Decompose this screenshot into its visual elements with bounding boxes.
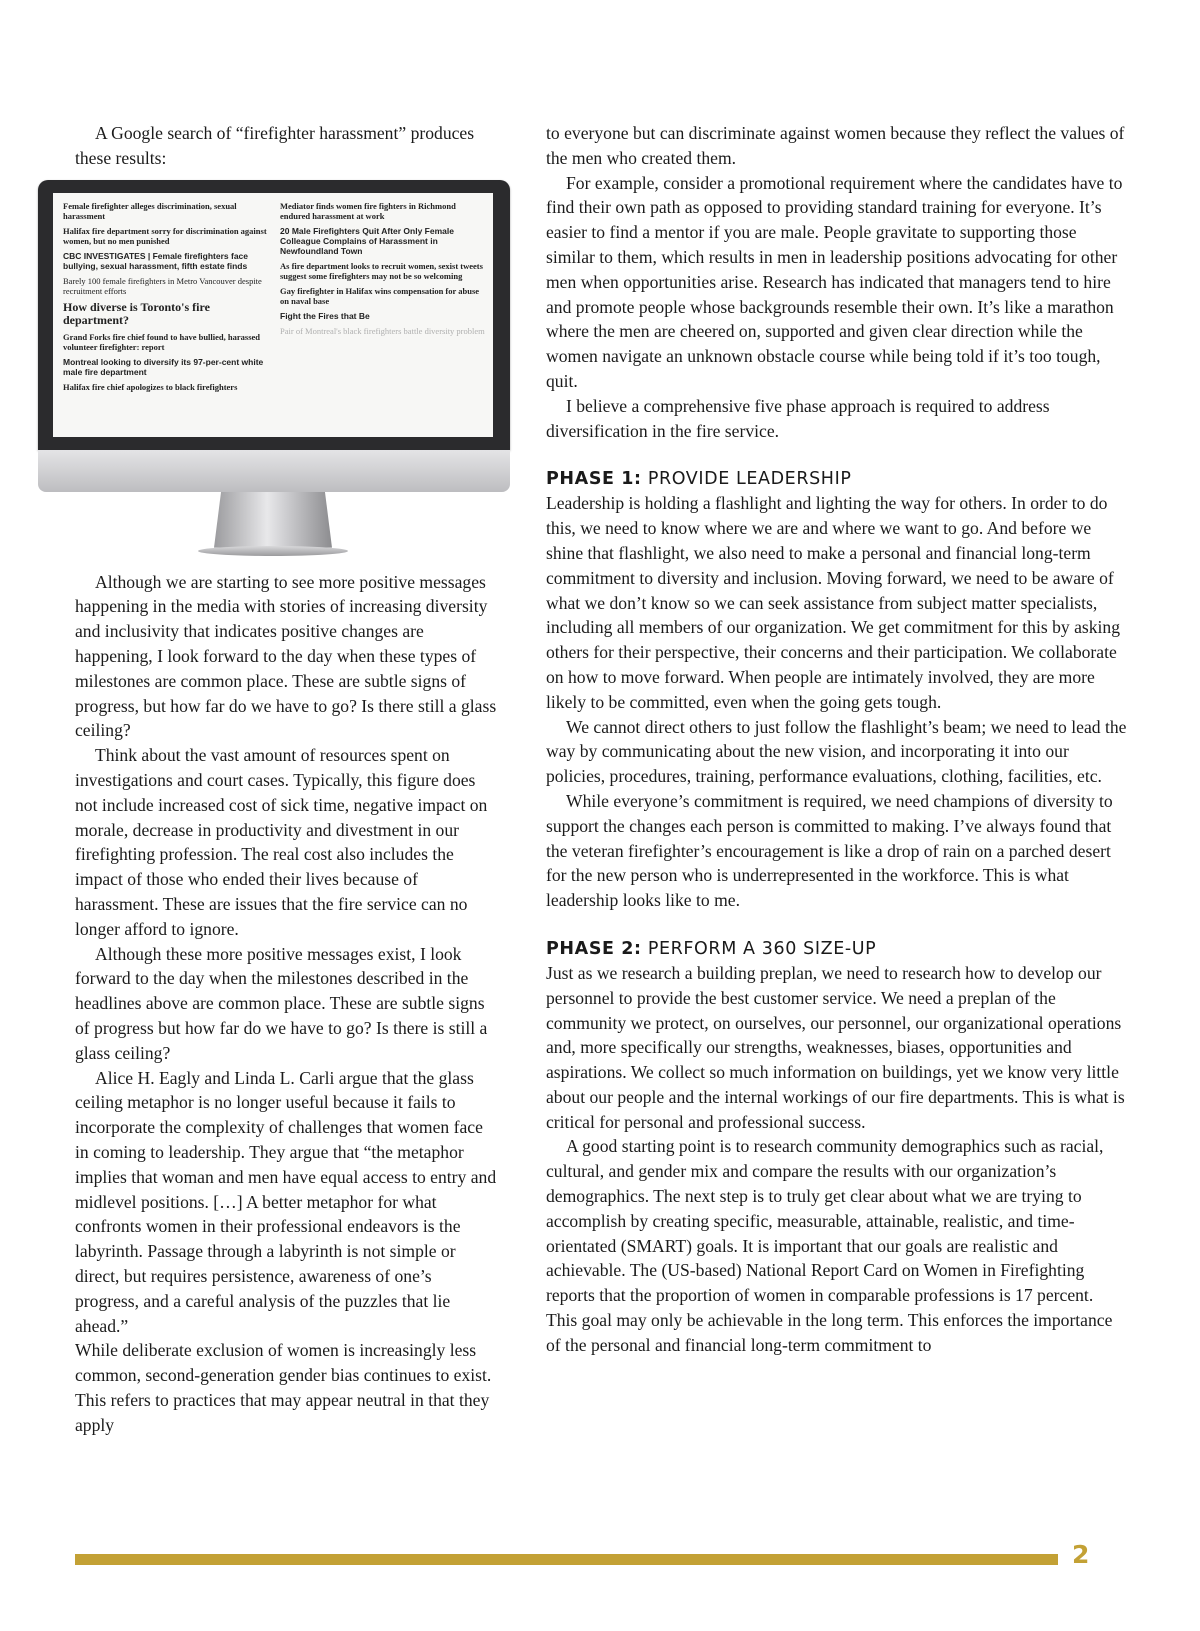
monitor-chin [38, 450, 510, 492]
body-paragraph: Think about the vast amount of resources spent on investigations and court cases. Typically, this figure does not include increased cost of sick time, negative impact on morale, decrease in productivity and divestment in our firefighting profession. The real cost also includes the impact of those who ended their lives because of harassment. These are issues that the fire service can no longer afford to ignore. [75, 745, 488, 939]
phase-label: PHASE 1: [546, 469, 642, 490]
body-paragraph: While everyone’s commitment is required, we need champions of diversity to support the changes each person is committed to making. I’ve always found that the veteran firefighter’s encouragement is like a drop of rain on a parched desert for the new person who is underrepresented in the workforce. This is what leadership looks like to me. [546, 790, 1113, 911]
body-paragraph: Alice H. Eagly and Linda L. Carli argue that the glass ceiling metaphor is no longer useful because it fails to incorporate the complexity of challenges that women face in coming to leadership. They argue that “the metaphor implies that woman and men have equal access to entry and midlevel positions. […] A better metaphor for what confronts women in their professional endeavors is the labyrinth. Passage through a labyrinth is not simple or direct, but requires persistence, awareness of one’s progress, and a careful analysis of the puzzles that lie ahead.” [75, 1067, 497, 1336]
headline-list-left [63, 201, 268, 397]
headline: Pair of Montreal's black firefighters battle diversity problem [280, 325, 485, 336]
headline: Montreal looking to diversify its 97-per-cent white male fire department [63, 356, 264, 377]
headline: Halifax fire chief apologizes to black firefighters [63, 381, 238, 392]
phase-label: PHASE 2: [546, 938, 642, 959]
headline: Female firefighter alleges discrimination, sexual harassment [63, 200, 237, 221]
body-paragraph: Just as we research a building preplan, we need to research how to develop our personnel to provide the best customer service. We need a preplan of the community we protect, on ourselves, our personnel, our organizational operations and, more specifically our strengths, weaknesses, biases, opportunities and aspirations. We collect so much information on buildings, yet we know very little about our people and the internal workings of our fire departments. This is what is critical for personal and professional success. [546, 962, 1125, 1132]
headline: Barely 100 female firefighters in Metro Vancouver despite recruitment efforts [63, 275, 262, 296]
headline: Mediator finds women fire fighters in Richmond endured harassment at work [280, 200, 456, 221]
left-column [63, 121, 500, 1437]
headline: As fire department looks to recruit women, sexist tweets suggest some firefighters may not be so welcoming [280, 260, 483, 281]
phase-1-heading [546, 467, 1128, 491]
headline: CBC INVESTIGATES | Female firefighters face bullying, sexual harassment, fifth estate finds [63, 250, 249, 271]
phase-title: PERFORM A 360 SIZE-UP [641, 938, 877, 959]
headline: Fight the Fires that Be [280, 310, 370, 321]
body-paragraph: A good starting point is to research community demographics such as racial, cultural, and gender mix and compare the results with our organization’s demographics. The next step is to truly get clear about what we are trying to accomplish by creating specific, measurable, attainable, realistic, and time-orientated (SMART) goals. It is important that our goals are realistic and achievable. The (US-based) National Report Card on Women in Firefighting reports that the proportion of women in comparable professions is 17 percent. This goal may only be achievable in the long term. This enforces the importance of the personal and financial long-term commitment to [546, 1136, 1113, 1355]
headline: How diverse is Toronto's fire department? [63, 299, 210, 327]
body-paragraph: While deliberate exclusion of women is increasingly less common, second-generation gender bias continues to exist. This refers to practices that may appear neutral in that they apply [75, 1340, 492, 1435]
phase-2-heading [546, 937, 1128, 961]
body-paragraph: Although we are starting to see more positive messages happening in the media with stories of increasing diversity and inclusivity that indicates positive changes are happening, I look forward to the day when these types of milestones are common place. These are subtle signs of progress, but how far do we have to go? Is there still a glass ceiling? [75, 571, 497, 741]
body-paragraph: I believe a comprehensive five phase approach is required to address diversification in the fire service. [546, 395, 1050, 441]
phase-title: PROVIDE LEADERSHIP [641, 469, 852, 490]
headline: Gay firefighter in Halifax wins compensation for abuse on naval base [280, 285, 480, 306]
monitor-frame [38, 180, 510, 450]
headline: Halifax fire department sorry for discrimination against women, but no men punished [63, 225, 267, 246]
monitor-base [198, 546, 348, 556]
intro-paragraph: A Google search of “firefighter harassment” produces these results: [75, 123, 475, 168]
footer-rule [75, 1554, 1058, 1565]
body-paragraph: For example, consider a promotional requirement where the candidates have to find their own path as opposed to providing standard training for everyone. It’s easier to find a mentor if you are male. People gravitate to supporting those similar to them, which results in men in leadership positions advocating for other men when opportunities arise. Research has indicated that managers tend to hire and promote people whose backgrounds resemble their own. It’s like a marathon where the men are cheered on, supported and given clear direction while the women navigate an unknown obstacle course while being told if it’s too tough, quit. [546, 172, 1123, 391]
headline-list-right [280, 201, 485, 341]
headline: Grand Forks fire chief found to have bullied, harassed volunteer firefighter: report [63, 331, 261, 352]
body-paragraph: Leadership is holding a flashlight and lighting the way for others. In order to do this, we need to know where we are and where we want to go. And before we shine that flashlight, we also need to make a personal and financial long-term commitment to diversity and inclusion. Moving forward, we need to be aware of what we don’t know so we can seek assistance from subject matter specialists, including all members of our organization. We get commitment for this by asking others for their perspective, their concerns and their participation. We collaborate on how to move forward. When people are intimately involved, they are more likely to be committed, even when the going gets tough. [546, 493, 1121, 712]
monitor-image [38, 180, 510, 570]
right-column [546, 121, 1128, 1358]
monitor-stand [214, 492, 332, 548]
headline: 20 Male Firefighters Quit After Only Female Colleague Complains of Harassment in Newfoundland Town [280, 225, 454, 256]
body-paragraph: We cannot direct others to just follow the flashlight’s beam; we need to lead the way by communicating about the new vision, and incorporating it into our policies, procedures, training, performance evaluations, clothing, facilities, etc. [546, 716, 1127, 787]
monitor-screen [53, 193, 493, 437]
body-paragraph: Although these more positive messages exist, I look forward to the day when the milestones described in the headlines above are common place. These are subtle signs of progress but how far do we have to go? Is there is still a glass ceiling? [75, 943, 488, 1063]
page-number: 2 [1072, 1540, 1090, 1569]
body-paragraph: to everyone but can discriminate against women because they reflect the values of the men who created them. [546, 123, 1125, 168]
